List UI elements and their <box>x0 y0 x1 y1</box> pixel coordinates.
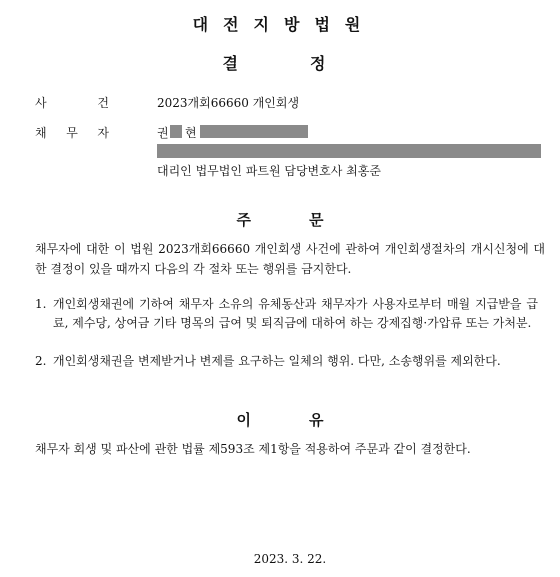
debtor-name-mid: 현 <box>185 126 197 140</box>
reason-heading: 이 유 <box>236 411 324 429</box>
case-number: 2023개회66660 개인회생 <box>157 96 300 110</box>
debtor-label: 채 무 자 <box>35 126 109 140</box>
representative: 대리인 법무법인 파트원 담당변호사 최홍준 <box>157 164 381 178</box>
name-redaction-2 <box>200 125 308 138</box>
order-heading: 주 문 <box>236 211 324 229</box>
court-name: 대전지방법원 <box>192 15 376 34</box>
decision-date: 2023. 3. 22. <box>253 552 327 566</box>
debtor-name <box>157 124 169 141</box>
order-item: 2. 개인회생채권을 변제받거나 변제를 요구하는 일체의 행위. 다만, 소송행위를 제외한다. <box>35 354 501 368</box>
debtor-name-first: 권 <box>157 126 169 140</box>
address-redaction <box>157 144 541 158</box>
document-title: 결정 <box>222 54 398 73</box>
case-label: 사 건 <box>35 96 109 110</box>
name-redaction <box>170 125 182 138</box>
order-item: 1. 개인회생채권에 기하여 채무자 소유의 유체동산과 채무자가 사용자로부터 매월 지급받을 급료, 제수당, 상여금 기타 명목의 급여 및 퇴직금에 대하여 하는 강제집행·가압류 또는 가처분. <box>35 297 538 330</box>
order-intro: 채무자에 대한 이 법원 2023개회66660 개인회생 사건에 관하여 개인회생절차의 개시신청에 대한 결정이 있을 때까지 다음의 각 절차 또는 행위를 금지한다. <box>35 242 545 276</box>
reason-text: 채무자 회생 및 파산에 관한 법률 제593조 제1항을 적용하여 주문과 같이 결정한다. <box>35 442 471 456</box>
